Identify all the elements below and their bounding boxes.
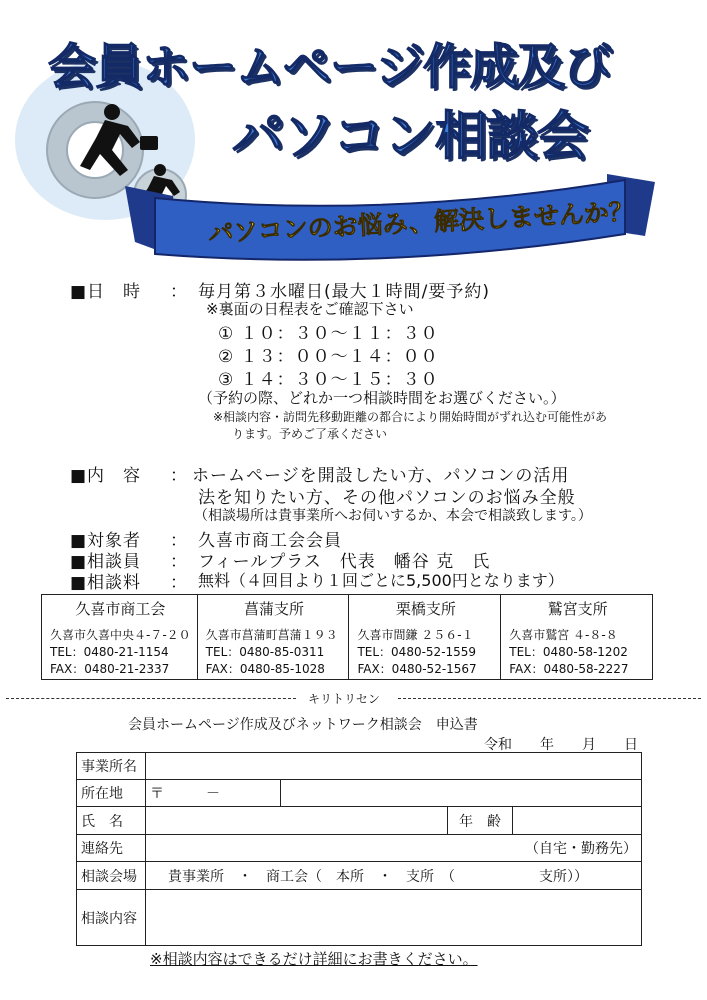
application-form (76, 752, 642, 946)
contact-field[interactable] (146, 835, 642, 862)
cut-line-label: キリトリセン (308, 692, 380, 706)
content-colon: ： (170, 466, 188, 486)
branch-fax: FAX：0480-52-1567 (357, 662, 477, 676)
content-line2: 法を知りたい方、その他パソコンのお悩み全般 (198, 488, 576, 508)
banner-text: パソコンのお悩み、解決しませんか？ (207, 196, 635, 249)
schedule-choose: （予約の際、どれか一つ相談時間をお選びください。） (198, 389, 566, 407)
target-label: ■対象者 (70, 531, 142, 551)
consultant-label: ■相談員 (70, 552, 142, 572)
schedule-caution-line1: ※相談内容・訪問先移動距離の都合により開始時間がずれ込む可能性があ (213, 410, 608, 424)
branch-address: 久喜市間鎌 ２５６-１ (357, 628, 474, 642)
schedule-colon: ： (170, 282, 188, 302)
fee-colon: ： (170, 573, 188, 593)
page-title-line1: 会員ホームページ作成及び (48, 39, 612, 95)
branch-tel: TEL：0480-58-1202 (509, 645, 628, 659)
name-field[interactable] (146, 807, 448, 835)
branch-name: 栗橋支所 (395, 600, 456, 618)
branch-name: 久喜市商工会 (75, 600, 166, 618)
schedule-caution-line2: ります。予めご了承ください (232, 427, 388, 441)
content-note: （相談場所は貴事業所へお伺いするか、本会で相談致します。） (194, 508, 592, 524)
branch-tel: TEL：0480-21-1154 (50, 645, 169, 659)
fee-value: 無料（４回目より１回ごとに5,500円となります） (198, 571, 564, 590)
business-label: 事業所名 (77, 753, 146, 780)
fee-label: ■相談料 (70, 573, 142, 593)
branch-address: 久喜市菖蒲町菖蒲１９３ (205, 628, 338, 642)
branch-fax: FAX：0480-58-2227 (509, 662, 629, 676)
form-title: 会員ホームページ作成及びネットワーク相談会 申込書 (128, 717, 478, 733)
consultant-colon: ： (170, 552, 188, 572)
page-title-line2: パソコン相談会 (232, 107, 588, 167)
venue-options[interactable]: 貴事業所 ・ 商工会（ 本所 ・ 支所 （ 支所）） (146, 862, 642, 890)
details-field[interactable] (146, 890, 642, 946)
consultant-value: フィールプラス 代表 幡谷 克 氏 (198, 552, 491, 572)
time-slot-2: ② １３：００～１４：００ (218, 347, 439, 367)
name-label: 氏 名 (77, 807, 146, 835)
branch-name: 鷲宮支所 (547, 600, 608, 618)
branch-cell (349, 595, 501, 679)
content-line1: ホームページを開設したい方、パソコンの活用 (192, 466, 570, 486)
branch-fax: FAX：0480-85-1028 (205, 662, 325, 676)
target-value: 久喜市商工会会員 (198, 531, 342, 551)
form-date: 令和 年 月 日 (484, 737, 638, 753)
branch-address: 久喜市鷲宮 ４-８-８ (509, 628, 618, 642)
form-footer-note: ※相談内容はできるだけ詳細にお書きください。 (150, 950, 478, 968)
venue-label: 相談会場 (77, 862, 146, 890)
branch-name: 菖蒲支所 (244, 600, 305, 618)
schedule-label: ■日 時 (70, 282, 142, 302)
branch-tel: TEL：0480-85-0311 (205, 645, 325, 659)
address-label: 所在地 (77, 780, 146, 807)
details-label: 相談内容 (77, 890, 146, 946)
address-field[interactable] (281, 780, 642, 807)
age-field[interactable] (513, 807, 642, 835)
contact-label: 連絡先 (77, 835, 146, 862)
time-slot-1: ① １０：３０～１１：３０ (218, 324, 439, 344)
cut-line-right (398, 698, 701, 699)
branch-tel: TEL：0480-52-1559 (357, 645, 477, 659)
schedule-value: 毎月第３水曜日(最大１時間/要予約) (198, 282, 490, 302)
contact-hint: （自宅・勤務先） (525, 841, 637, 857)
postal-field[interactable]: 〒 － (146, 780, 281, 807)
cut-line-left (6, 698, 296, 699)
business-field[interactable] (146, 753, 642, 780)
time-slot-3: ③ １４：３０～１５：３０ (218, 370, 439, 390)
branch-table (41, 594, 653, 680)
target-colon: ： (170, 531, 188, 551)
schedule-note: ※裏面の日程表をご確認下さい (206, 300, 414, 318)
branch-address: 久喜市久喜中央４-７-２０ (50, 628, 191, 642)
content-label: ■内 容 (70, 466, 142, 486)
branch-cell (501, 595, 652, 679)
branch-fax: FAX：0480-21-2337 (50, 662, 170, 676)
branch-cell (198, 595, 350, 679)
branch-cell (42, 595, 198, 679)
age-label: 年 齢 (448, 807, 513, 835)
